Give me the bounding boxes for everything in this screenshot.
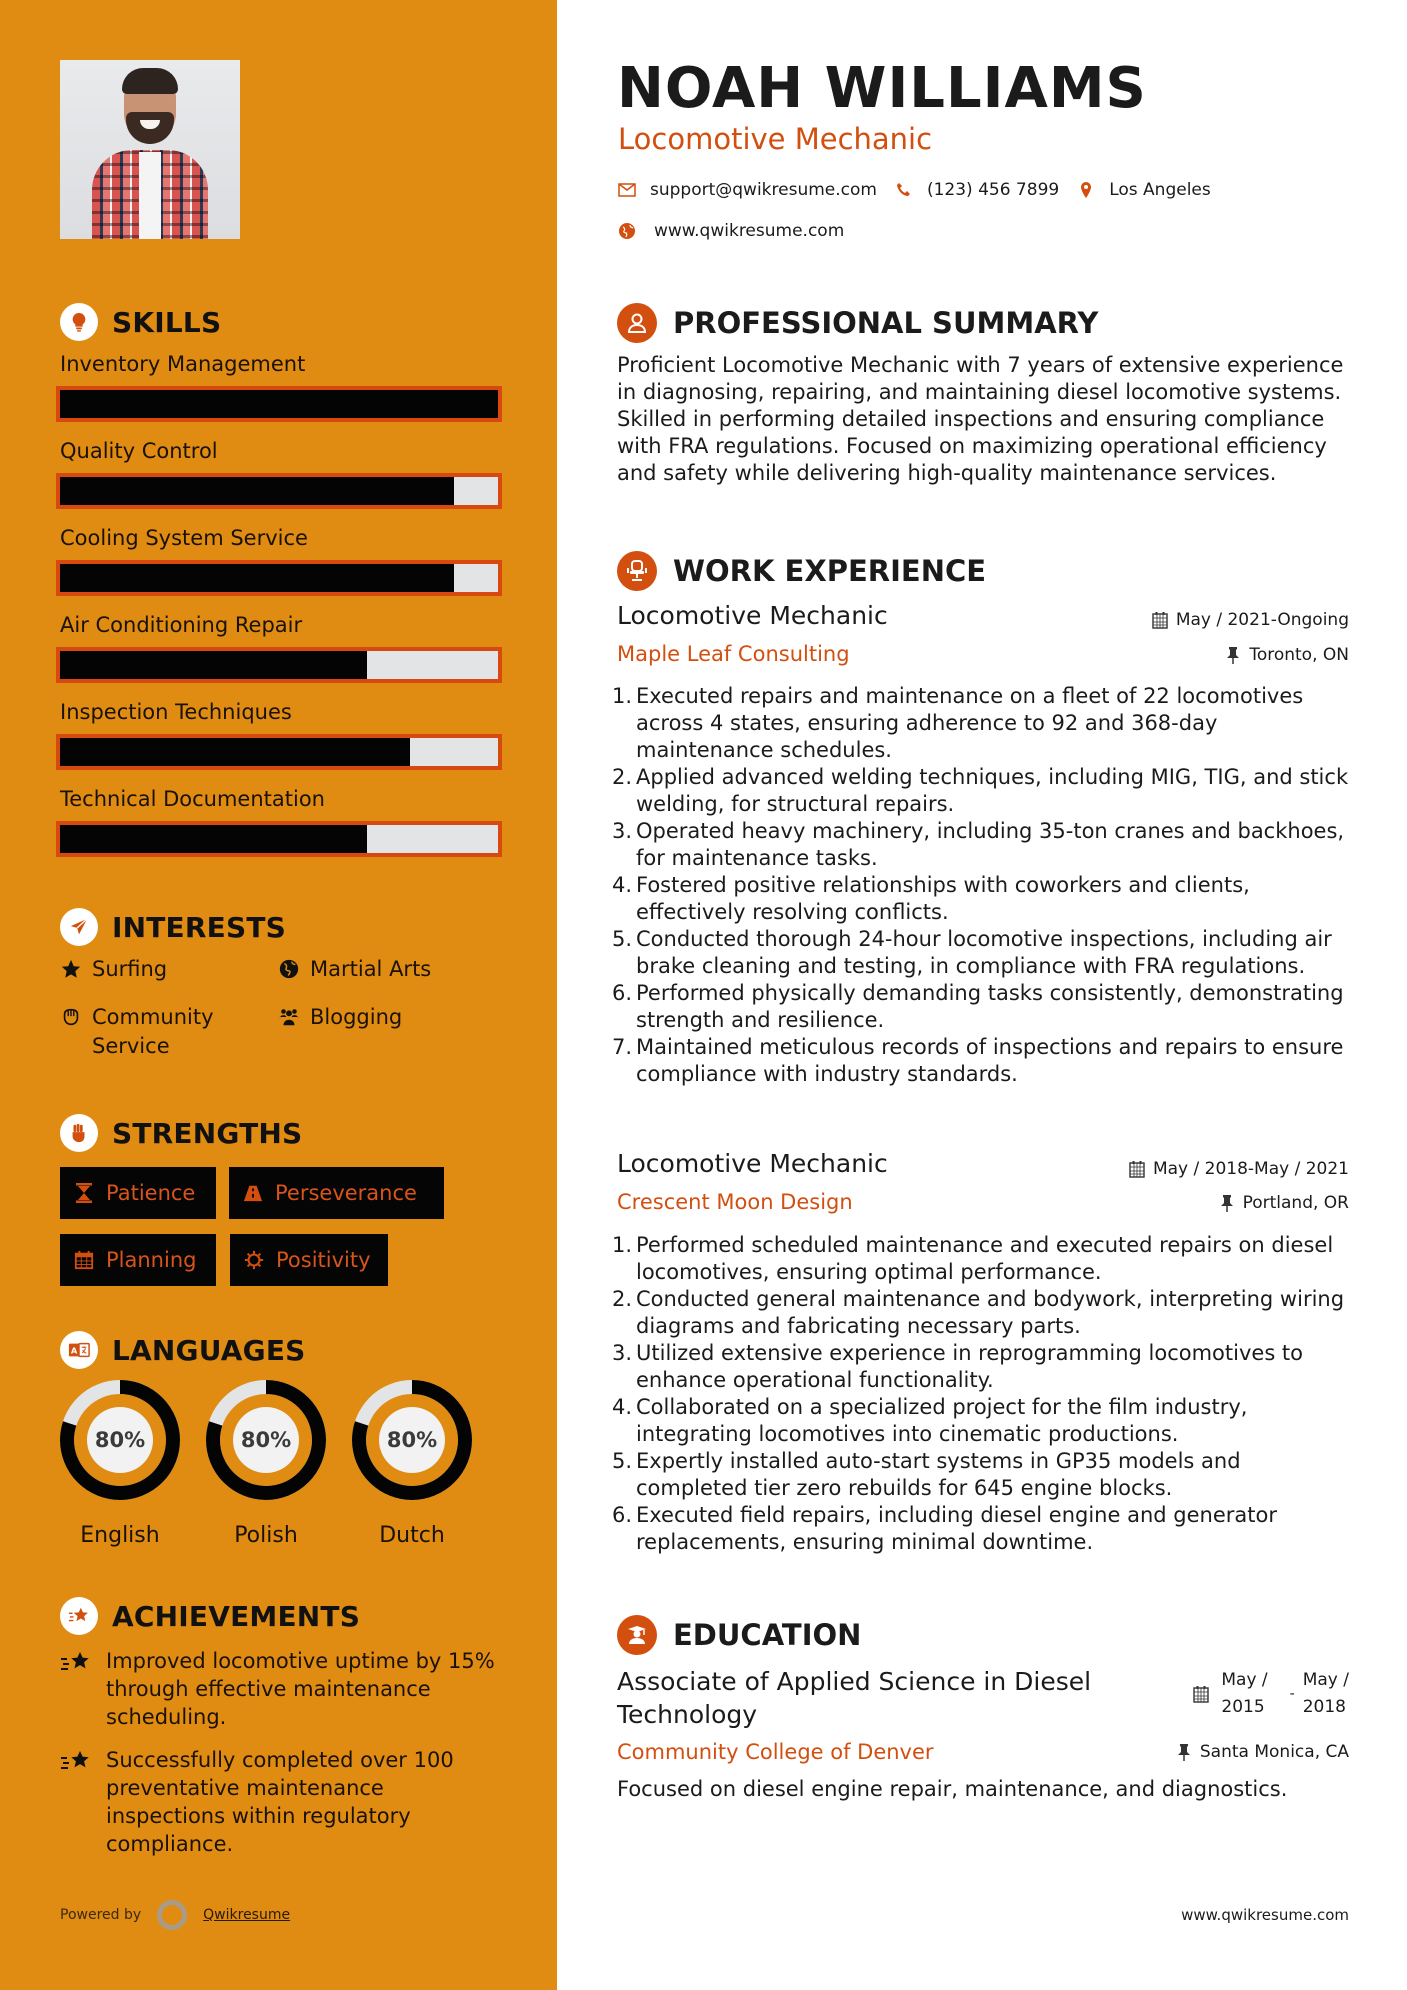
phone-icon: [895, 181, 913, 199]
bullet-item: 2. Conducted general maintenance and bodywork, interpreting wiring diagrams and fabricating necessary parts.: [612, 1287, 1345, 1338]
bullet-item: 5. Conducted thorough 24-hour locomotive inspections, including air brake cleaning and testing, in compliance with FRA regulations.: [612, 927, 1332, 978]
globe-icon: [618, 222, 636, 240]
skill-bar-fill: [60, 651, 367, 679]
email-link[interactable]: support@qwikresume.com: [650, 180, 877, 200]
interest-item: Surfing: [60, 955, 167, 984]
achievement-item: Successfully completed over 100 preventative maintenance inspections within regulatory compliance.: [60, 1746, 500, 1858]
degree-title: Associate of Applied Science in Diesel Technology: [617, 1667, 1092, 1729]
road-icon: [243, 1182, 263, 1204]
contact-phone: (123) 456 7899: [895, 180, 1059, 200]
bullet-item: 1. Executed repairs and maintenance on a fleet of 22 locomotives across 4 states, ensuring adherence to 92 and 368-day maintenance schedules.: [612, 684, 1304, 762]
bullet-item: 1. Performed scheduled maintenance and executed repairs on diesel locomotives, ensuring optimal performance.: [612, 1233, 1334, 1284]
calendar-icon: [74, 1249, 94, 1271]
language-item: [59, 1379, 181, 1548]
language-name: Dutch: [379, 1523, 445, 1548]
skill-bar: [56, 560, 502, 596]
skill-bar: [56, 473, 502, 509]
languages-heading: A LANGUAGES: [60, 1331, 306, 1369]
contact-location: Los Angeles: [1077, 180, 1211, 200]
job-bullets: [612, 1232, 1357, 1556]
bullet-item: 7. Maintained meticulous records of inspections and repairs to ensure compliance with industry standards.: [612, 1035, 1344, 1086]
envelope-icon: [618, 181, 636, 199]
skill-bar: [56, 734, 502, 770]
bullet-item: 3. Operated heavy machinery, including 35-ton cranes and backhoes, for maintenance tasks.: [612, 819, 1345, 870]
job-title: Locomotive Mechanic: [617, 1149, 888, 1178]
skill-bar: [56, 386, 502, 422]
education-dates: May / 2015 - May / 2018: [1193, 1667, 1349, 1721]
skill-label: Air Conditioning Repair: [60, 613, 303, 637]
footer-url[interactable]: www.qwikresume.com: [1181, 1906, 1349, 1924]
language-percent: 80%: [386, 1428, 438, 1452]
website-link[interactable]: www.qwikresume.com: [654, 221, 845, 241]
bullet-item: 2. Applied advanced welding techniques, including MIG, TIG, and stick welding, for structural repairs.: [612, 765, 1349, 816]
lightbulb-icon: [60, 303, 98, 341]
skill-bar-fill: [60, 825, 367, 853]
bullet-item: 4. Fostered positive relationships with coworkers and clients, effectively resolving conflicts.: [612, 873, 1250, 924]
interests-heading: INTERESTS: [60, 908, 286, 946]
candidate-name: NOAH WILLIAMS: [617, 56, 1147, 121]
star-achievement-icon: [60, 1597, 98, 1635]
skill-label: Inventory Management: [60, 352, 306, 376]
language-percent: 80%: [240, 1428, 292, 1452]
strength-badge: Positivity: [230, 1234, 388, 1286]
job-location: Portland, OR: [1219, 1193, 1349, 1213]
school-name: Community College of Denver: [617, 1740, 934, 1764]
globe-icon: [278, 958, 300, 980]
job-dates: May / 2021-Ongoing: [1152, 610, 1349, 630]
bullet-item: 4. Collaborated on a specialized project for the film industry, integrating locomotives into cinematic productions.: [612, 1395, 1248, 1446]
education-description: Focused on diesel engine repair, maintenance, and diagnostics.: [617, 1777, 1288, 1801]
skill-bar-fill: [60, 390, 498, 418]
calendar-icon: [1193, 1685, 1209, 1703]
summary-heading: PROFESSIONAL SUMMARY: [617, 303, 1098, 343]
sun-icon: [244, 1249, 264, 1271]
achievement-item: Improved locomotive uptime by 15% through effective maintenance scheduling.: [60, 1647, 500, 1731]
achievements-heading: ACHIEVEMENTS: [60, 1597, 360, 1635]
contact-website: [618, 221, 844, 241]
language-item: [205, 1379, 327, 1548]
bullet-item: 6. Executed field repairs, including diesel engine and generator replacements, ensuring minimal downtime.: [612, 1503, 1277, 1554]
skills-heading: SKILLS: [60, 303, 221, 341]
job-company: Maple Leaf Consulting: [617, 642, 850, 666]
sidebar: [0, 0, 557, 1990]
skill-label: Technical Documentation: [60, 787, 325, 811]
job-company: Crescent Moon Design: [617, 1190, 853, 1214]
paper-plane-icon: [60, 908, 98, 946]
job-bullets: [612, 683, 1357, 1088]
star-icon: [60, 958, 82, 980]
bullet-item: 6. Performed physically demanding tasks consistently, demonstrating strength and resilience.: [612, 981, 1344, 1032]
hourglass-icon: [74, 1182, 94, 1204]
bullet-item: 5. Expertly installed auto-start systems in GP35 models and completed tier zero rebuilds for 645 engine blocks.: [612, 1449, 1241, 1500]
skill-label: Cooling System Service: [60, 526, 308, 550]
users-icon: [278, 1006, 300, 1028]
skill-label: Inspection Techniques: [60, 700, 292, 724]
qwikresume-logo-icon: [157, 1900, 187, 1930]
skill-bar: [56, 647, 502, 683]
strength-badge: Patience: [60, 1167, 216, 1219]
pushpin-icon: [1176, 1743, 1192, 1761]
qwikresume-link[interactable]: Qwikresume: [203, 1907, 291, 1923]
pushpin-icon: [1219, 1194, 1235, 1212]
translate-icon: [60, 1331, 98, 1369]
strength-badge: Planning: [60, 1234, 216, 1286]
strength-badge: Perseverance: [229, 1167, 444, 1219]
calendar-icon: [1129, 1160, 1145, 1178]
experience-heading: WORK EXPERIENCE: [617, 551, 986, 591]
job-title: Locomotive Mechanic: [617, 601, 888, 630]
interest-item: Community Service: [60, 1003, 260, 1061]
language-name: English: [80, 1523, 160, 1548]
fist-icon: [60, 1114, 98, 1152]
job-location: Toronto, ON: [1225, 645, 1349, 665]
skill-bar: [56, 821, 502, 857]
contact-row: [618, 180, 1211, 200]
svg-text:A: A: [70, 1345, 78, 1356]
powered-by: Powered by Qwikresume: [60, 1900, 290, 1930]
user-icon: [617, 303, 657, 343]
job-dates: May / 2018-May / 2021: [1129, 1159, 1349, 1179]
interest-item: Blogging: [278, 1003, 402, 1032]
education-heading: EDUCATION: [617, 1615, 861, 1655]
skill-label: Quality Control: [60, 439, 218, 463]
summary-text: Proficient Locomotive Mechanic with 7 years of extensive experience in diagnosing, repairing, and maintaining diesel locomotive systems. Skilled in performing detailed inspections and ensuring compliance with FRA regulations. Focused on maximizing operational efficiency and safety while delivering high-quality maintenance services.: [617, 353, 1344, 485]
skill-bar-fill: [60, 564, 454, 592]
candidate-title: Locomotive Mechanic: [618, 122, 933, 156]
calendar-icon: [1152, 611, 1168, 629]
contact-email: [618, 180, 877, 200]
strengths-heading: STRENGTHS: [60, 1114, 302, 1152]
profile-photo: [60, 60, 240, 239]
location-pin-icon: [1077, 181, 1095, 199]
hand-icon: [60, 1006, 82, 1028]
bullet-item: 3. Utilized extensive experience in reprogramming locomotives to enhance operational functionality.: [612, 1341, 1304, 1392]
skill-bar-fill: [60, 477, 454, 505]
education-location: Santa Monica, CA: [1176, 1742, 1349, 1762]
office-chair-icon: [617, 551, 657, 591]
language-name: Polish: [234, 1523, 298, 1548]
pushpin-icon: [1225, 646, 1241, 664]
interest-item: Martial Arts: [278, 955, 431, 984]
graduate-icon: [617, 1615, 657, 1655]
star-achievement-icon: [60, 1649, 92, 1677]
skill-bar-fill: [60, 738, 410, 766]
language-percent: 80%: [94, 1428, 146, 1452]
language-item: [351, 1379, 473, 1548]
star-achievement-icon: [60, 1748, 92, 1776]
